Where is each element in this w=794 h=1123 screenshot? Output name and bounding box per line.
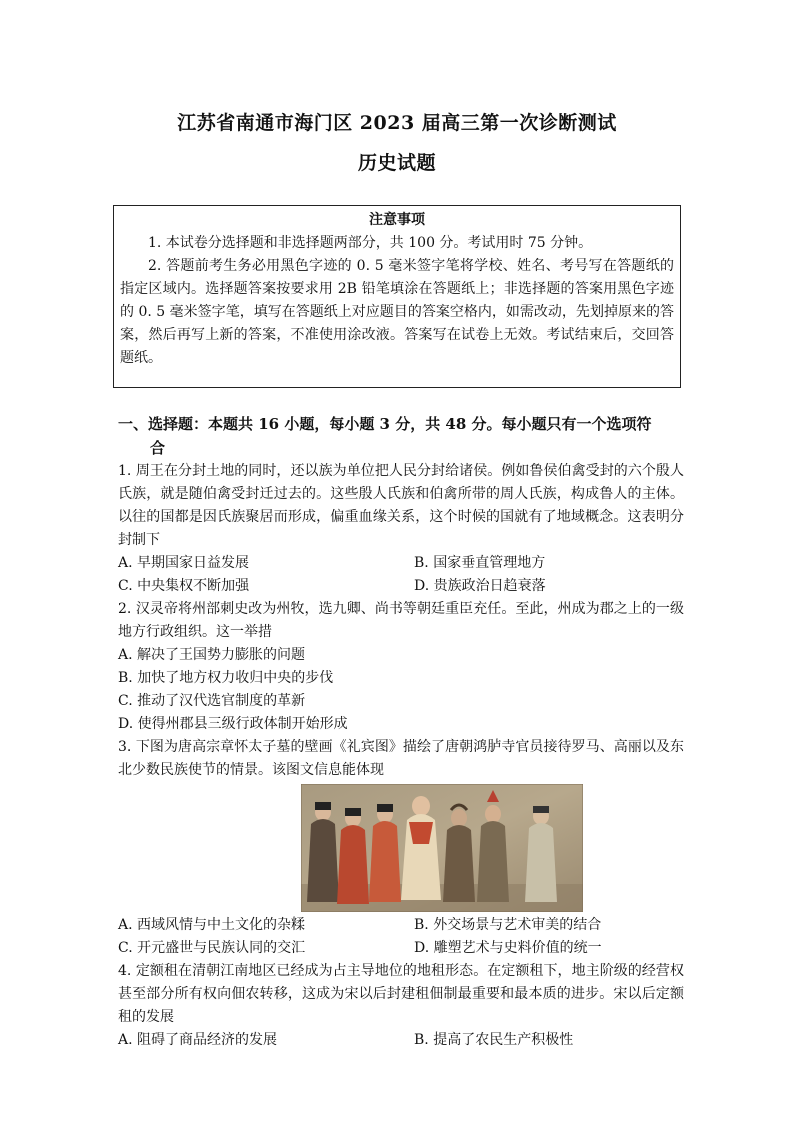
option-a: A. 早期国家日益发展 xyxy=(118,555,250,571)
option-d: D. 雕塑艺术与史料价值的统一 xyxy=(414,940,602,956)
option-b: B. 外交场景与艺术审美的结合 xyxy=(414,917,602,933)
option-row xyxy=(118,552,684,575)
question-section xyxy=(118,412,684,1052)
notice-item: 2. 答题前考生务必用黑色字迹的 0. 5 毫米签字笔将学校、姓名、考号写在答题纸的指定区域内。选择题答案按要求用 2B 铅笔填涂在答题纸上；非选择题的答案用黑色字迹的 0. 5 毫米签字笔，填写在答题纸上对应题目的答案空格内，如需改动，先划掉原来的答案，然后再写上新的答案，不准使用涂改液。答案写在试卷上无效。考试结束后，交回答题纸。 xyxy=(120,258,674,366)
notice-box xyxy=(113,205,681,388)
notice-item: 1. 本试卷分选择题和非选择题两部分，共 100 分。考试用时 75 分钟。 xyxy=(148,235,593,251)
option-a: A. 西域风情与中土文化的杂糅 xyxy=(118,917,306,933)
option-c: C. 推动了汉代选官制度的革新 xyxy=(118,693,306,709)
option-row xyxy=(118,914,684,937)
question-stem: 3. 下图为唐高宗章怀太子墓的壁画《礼宾图》描绘了唐朝鸿胪寺官员接待罗马、高丽以及东北少数民族使节的情景。该图文信息能体现 xyxy=(118,739,684,778)
option-a: A. 解决了王国势力膨胀的问题 xyxy=(118,647,306,663)
option-b: B. 加快了地方权力收归中央的步伐 xyxy=(118,670,334,686)
option-a: A. 阻碍了商品经济的发展 xyxy=(118,1032,278,1048)
option-row xyxy=(118,575,684,598)
exam-title: 江苏省南通市海门区 2023 届高三第一次诊断测试 xyxy=(177,112,617,134)
option-c: C. 中央集权不断加强 xyxy=(118,578,250,594)
option-d: D. 使得州郡县三级行政体制开始形成 xyxy=(118,716,348,732)
section-heading-line1: 一、选择题：本题共 16 小题，每小题 3 分，共 48 分。每小题只有一个选项符 xyxy=(118,415,652,433)
notice-heading: 注意事项 xyxy=(369,212,425,228)
exam-subtitle: 历史试题 xyxy=(357,152,436,174)
option-d: D. 贵族政治日趋衰落 xyxy=(414,578,546,594)
section-heading xyxy=(118,412,684,460)
question-stem: 1. 周王在分封土地的同时，还以族为单位把人民分封给诸侯。例如鲁侯伯禽受封的六个殷人氏族，就是随伯禽受封迁过去的。这些殷人氏族和伯禽所带的周人氏族，构成鲁人的主体。以往的国都是因氏族聚居而形成，偏重血缘关系，这个时候的国就有了地域概念。这表明分封制下 xyxy=(118,463,684,548)
mural-painting-image xyxy=(301,784,583,912)
option-b: B. 提高了农民生产积极性 xyxy=(414,1032,574,1048)
section-heading-line2: 合 xyxy=(150,439,166,457)
figure-container xyxy=(118,784,684,914)
question-stem: 2. 汉灵帝将州部刺史改为州牧，选九卿、尚书等朝廷重臣充任。至此，州成为郡之上的一级地方行政组织。这一举措 xyxy=(118,601,684,640)
question-stem: 4. 定额租在清朝江南地区已经成为占主导地位的地租形态。在定额租下，地主阶级的经营权甚至部分所有权向佃农转移，这成为宋以后封建租佃制最重要和最本质的进步。宋以后定额租的发展 xyxy=(118,963,684,1025)
option-row xyxy=(118,1029,684,1052)
option-row xyxy=(118,937,684,960)
option-b: B. 国家垂直管理地方 xyxy=(414,555,546,571)
option-c: C. 开元盛世与民族认同的交汇 xyxy=(118,940,306,956)
